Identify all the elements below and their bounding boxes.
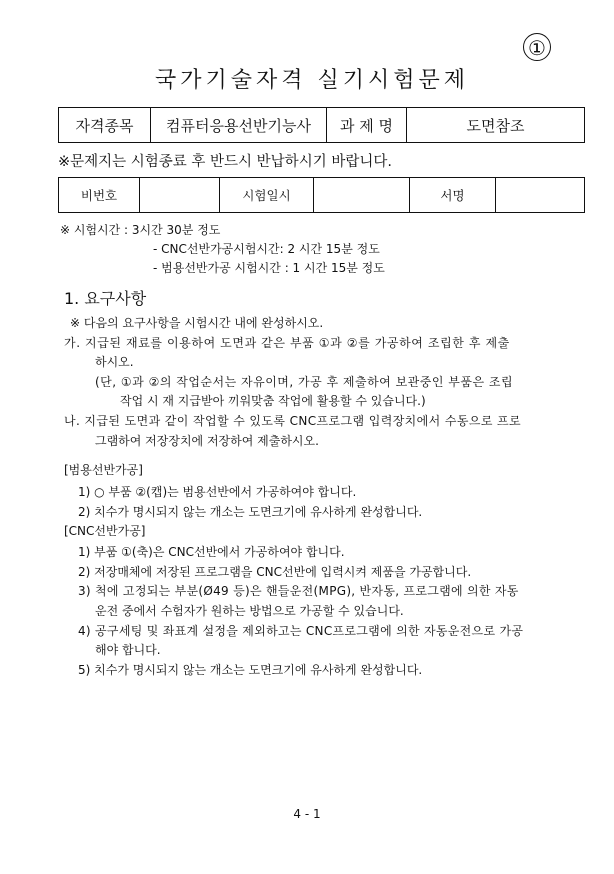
page-footer-number: 4 - 1 — [293, 807, 321, 821]
qualification-table — [58, 107, 585, 143]
manual-lathe-item: 2) 치수가 명시되지 않는 개소는 도면크기에 유사하게 완성합니다. — [78, 505, 423, 519]
exam-datetime-field[interactable] — [314, 178, 410, 213]
cnc-lathe-item: 5) 치수가 명시되지 않는 개소는 도면크기에 유사하게 완성합니다. — [78, 663, 423, 677]
signature-label: 서명 — [410, 178, 496, 213]
requirement-ga-note1: (단, ①과 ②의 작업순서는 자유이며, 가공 후 제출하여 보관중인 부품은 조립 — [95, 375, 514, 389]
manual-lathe-item: 1) ○ 부품 ②(캡)는 범용선반에서 가공하여야 합니다. — [78, 485, 357, 499]
requirement-ga-line1: 가. 지급된 재료를 이용하여 도면과 같은 부품 ①과 ②를 가공하여 조립한 후 제출 — [64, 336, 510, 350]
requirement-ga-line2: 하시오. — [95, 355, 134, 369]
task-value: 도면참조 — [407, 108, 585, 143]
examinee-table — [58, 177, 585, 213]
exam-datetime-label: 시험일시 — [220, 178, 314, 213]
requirement-na-line2: 그램하여 저장장치에 저장하여 제출하시오. — [95, 434, 319, 448]
exam-time-manual: - 범용선반가공 시험시간 : 1 시간 15분 정도 — [153, 261, 385, 275]
qualification-label: 자격종목 — [59, 108, 151, 143]
qualification-value: 컴퓨터응용선반기능사 — [151, 108, 327, 143]
cnc-lathe-heading: [CNC선반가공] — [64, 524, 146, 538]
exam-number-field[interactable] — [140, 178, 220, 213]
requirements-intro: ※ 다음의 요구사항을 시험시간 내에 완성하시오. — [70, 316, 324, 330]
manual-lathe-heading: [범용선반가공] — [64, 463, 143, 477]
cnc-lathe-item: 1) 부품 ①(축)은 CNC선반에서 가공하여야 합니다. — [78, 545, 345, 559]
exam-number-label: 비번호 — [59, 178, 140, 213]
task-label: 과 제 명 — [327, 108, 407, 143]
exam-time-cnc: - CNC선반가공시험시간: 2 시간 15분 정도 — [153, 242, 380, 256]
requirement-na-line1: 나. 지급된 도면과 같이 작업할 수 있도록 CNC프로그램 입력장치에서 수동으로 프로 — [64, 414, 522, 428]
cnc-lathe-item: 2) 저장매체에 저장된 프로그램을 CNC선반에 입력시켜 제품을 가공합니다. — [78, 565, 472, 579]
exam-time-total: ※ 시험시간 : 3시간 30분 정도 — [60, 223, 221, 237]
requirements-heading: 1. 요구사항 — [64, 289, 147, 308]
cnc-lathe-item: 4) 공구세팅 및 좌표계 설정을 제외하고는 CNC프로그램에 의한 자동운전으로 가공 — [78, 624, 524, 638]
cnc-lathe-item-cont: 운전 중에서 수험자가 원하는 방법으로 가공할 수 있습니다. — [95, 604, 404, 618]
return-notice: ※문제지는 시험종료 후 반드시 반납하시기 바랍니다. — [58, 154, 392, 170]
signature-field[interactable] — [496, 178, 585, 213]
cnc-lathe-item-cont: 해야 합니다. — [95, 643, 161, 657]
cnc-lathe-item: 3) 척에 고정되는 부분(Ø49 등)은 핸들운전(MPG), 반자동, 프로그램에 의한 자동 — [78, 584, 519, 598]
page-title: 국가기술자격 실기시험문제 — [154, 68, 470, 93]
page-number-circle: ① — [523, 33, 551, 61]
requirement-ga-note2: 작업 시 재 지급받아 끼워맞춤 작업에 활용할 수 있습니다.) — [120, 394, 426, 408]
